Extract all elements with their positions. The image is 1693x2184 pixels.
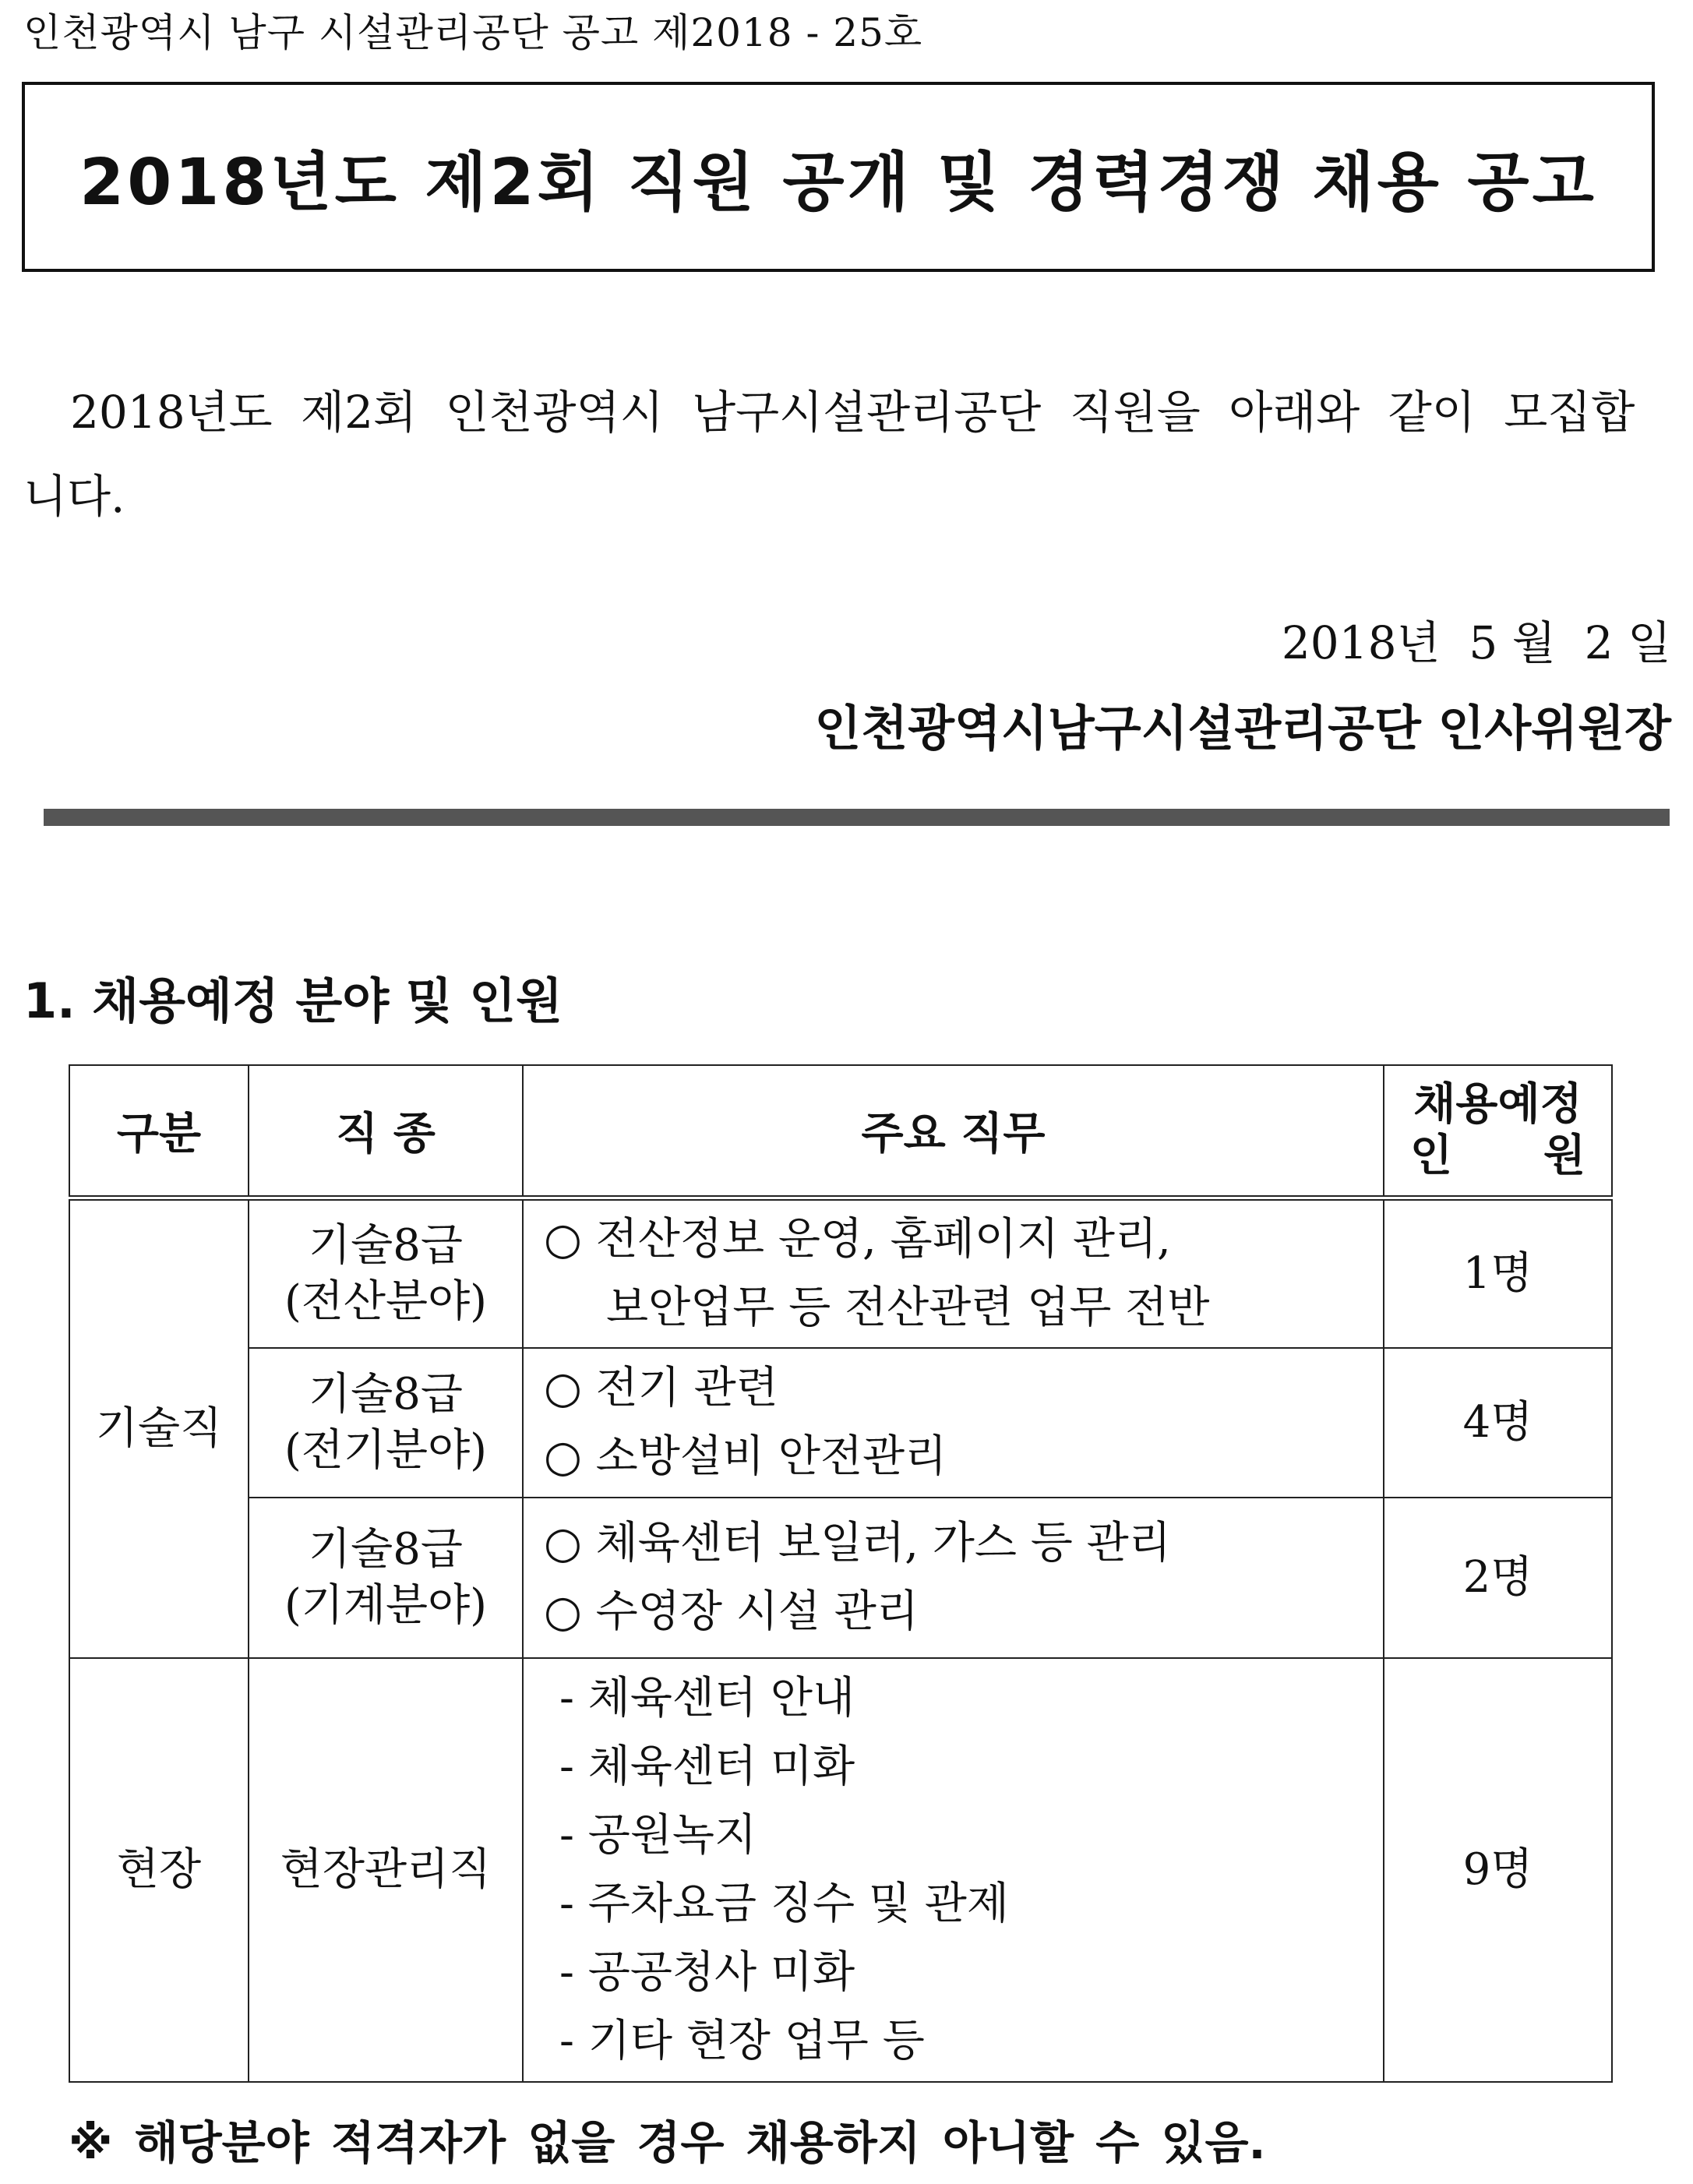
job-type-field: (전산분야)	[284, 1275, 488, 1327]
duty-line: ○ 전기 관련	[544, 1362, 778, 1413]
signer: 인천광역시남구시설관리공단 인사위원장	[814, 700, 1671, 757]
duty-cell	[523, 1498, 1384, 1658]
headcount-cell: 9명	[1384, 1658, 1612, 2082]
job-type-line: 기술8급	[309, 1368, 463, 1420]
duty-line: ○ 전산정보 운영, 홈페이지 관리,	[544, 1213, 1171, 1265]
duty-line: ○ 소방설비 안전관리	[544, 1431, 947, 1482]
job-type-cell	[249, 1348, 523, 1498]
duty-cell	[523, 1658, 1384, 2082]
table-row	[69, 1198, 1612, 1348]
intro-paragraph: 2018년도 제2회 인천광역시 남구시설관리공단 직원을 아래와 같이 모집합니다.	[23, 386, 1635, 523]
duty-line: - 기타 현장 업무 등	[559, 2015, 925, 2066]
header-category: 구분	[69, 1065, 249, 1198]
title-box	[22, 82, 1655, 272]
duty-cell	[523, 1198, 1384, 1348]
job-type-cell	[249, 1198, 523, 1348]
footnote: ※ 해당분야 적격자가 없을 경우 채용하지 아니할 수 있음.	[69, 2116, 1266, 2169]
job-type-line: 기술8급	[309, 1219, 463, 1271]
header-main-duties: 주요 직무	[523, 1065, 1384, 1198]
table-row	[69, 1348, 1612, 1498]
table-row	[69, 1498, 1612, 1658]
duty-cell	[523, 1348, 1384, 1498]
duty-line: ○ 수영장 시설 관리	[544, 1586, 919, 1637]
duty-line: - 체육센터 미화	[559, 1741, 855, 1792]
job-type-cell	[249, 1498, 523, 1658]
recruitment-table	[69, 1064, 1613, 2083]
headcount-cell: 4명	[1384, 1348, 1612, 1498]
headcount-cell: 2명	[1384, 1498, 1612, 1658]
notice-number: 인천광역시 남구 시설관리공단 공고 제2018 - 25호	[23, 10, 923, 55]
header-headcount-line2: 인 원	[1409, 1131, 1586, 1181]
header-headcount	[1384, 1065, 1612, 1198]
duty-line: - 체육센터 안내	[559, 1672, 855, 1724]
table-row	[69, 1658, 1612, 2082]
duty-line: - 공원녹지	[559, 1809, 757, 1861]
notice-date: 2018년 5 월 2 일	[1281, 616, 1671, 669]
headcount-cell: 1명	[1384, 1198, 1612, 1348]
job-type-cell: 현장관리직	[249, 1658, 523, 2082]
duty-line: - 공공청사 미화	[559, 1946, 855, 1998]
header-job-type: 직 종	[249, 1065, 523, 1198]
category-cell: 현장	[69, 1658, 249, 2082]
duty-line: 보안업무 등 전산관련 업무 전반	[606, 1282, 1210, 1333]
table-header-row	[69, 1065, 1612, 1198]
duty-line: ○ 체육센터 보일러, 가스 등 관리	[544, 1517, 1171, 1568]
document-title: 2018년도 제2회 직원 공개 및 경력경쟁 채용 공고	[79, 145, 1597, 220]
job-type-line: 기술8급	[309, 1523, 463, 1575]
duty-line: - 주차요금 징수 및 관제	[559, 1878, 1009, 1929]
header-headcount-line1: 채용예정	[1413, 1079, 1582, 1130]
job-type-field: (기계분야)	[284, 1579, 488, 1631]
job-type-field: (전기분야)	[284, 1424, 488, 1476]
section-divider	[44, 809, 1670, 826]
category-cell: 기술직	[69, 1198, 249, 1658]
section-heading: 1. 채용예정 분야 및 인원	[23, 972, 563, 1029]
